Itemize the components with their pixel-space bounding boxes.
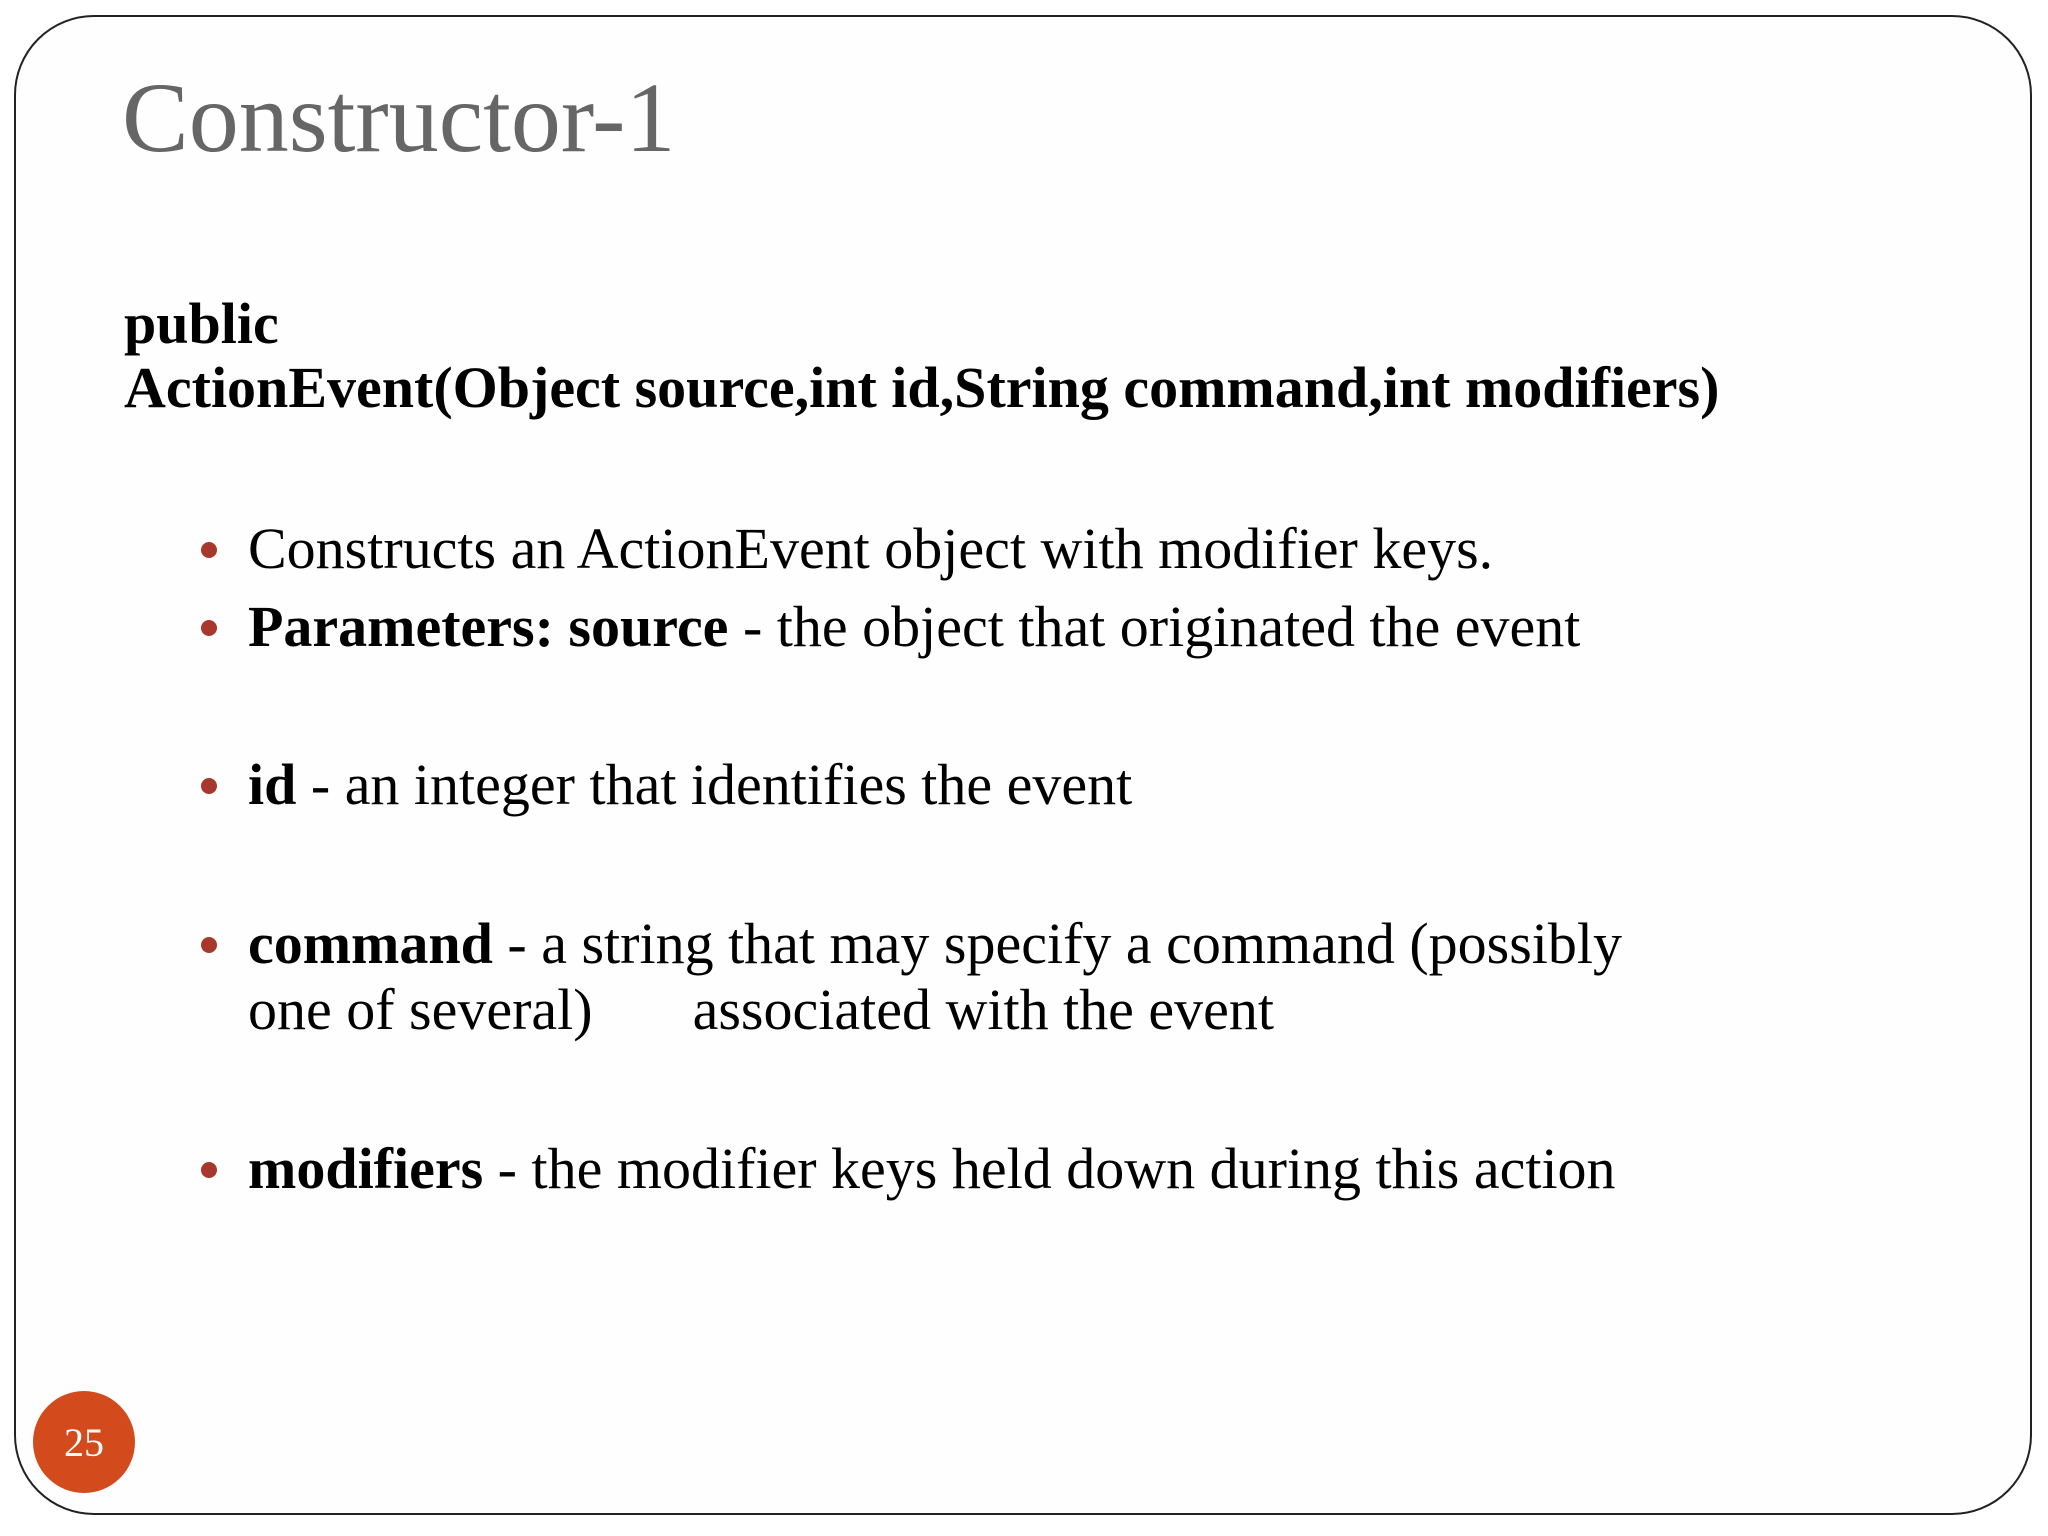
constructor-signature xyxy=(124,292,1719,420)
bullet-item xyxy=(248,752,1132,818)
bullet-text: - the modifier keys held down during this action xyxy=(483,1136,1616,1201)
bullet-icon xyxy=(201,1162,217,1178)
bullet-text: - an integer that identifies the event xyxy=(296,752,1133,817)
bullet-term: modifiers xyxy=(248,1136,484,1201)
bullet-text: - the object that originated the event xyxy=(728,594,1581,659)
signature-line-1: public xyxy=(124,291,279,356)
bullet-item xyxy=(248,911,1622,1043)
bullet-item xyxy=(248,594,1580,660)
bullet-term: Parameters: source xyxy=(248,594,729,659)
bullet-icon xyxy=(201,542,217,558)
bullet-text: Constructs an ActionEvent object with modifier keys. xyxy=(248,516,1494,581)
bullet-text-continued: one of several) xyxy=(248,977,593,1042)
slide-title: Constructor-1 xyxy=(122,62,676,173)
bullet-icon xyxy=(201,937,217,953)
bullet-term: id xyxy=(248,752,297,817)
bullet-term: command xyxy=(248,911,493,976)
bullet-item xyxy=(248,1136,1616,1202)
page-number-badge: 25 xyxy=(33,1391,135,1493)
bullet-icon xyxy=(201,778,217,794)
bullet-text-continued: associated with the event xyxy=(692,977,1275,1042)
bullet-icon xyxy=(201,620,217,636)
bullet-item xyxy=(248,516,1493,582)
signature-line-2: ActionEvent(Object source,int id,String command,int modifiers) xyxy=(124,355,1720,420)
bullet-text: - a string that may specify a command (possibly xyxy=(492,911,1623,976)
